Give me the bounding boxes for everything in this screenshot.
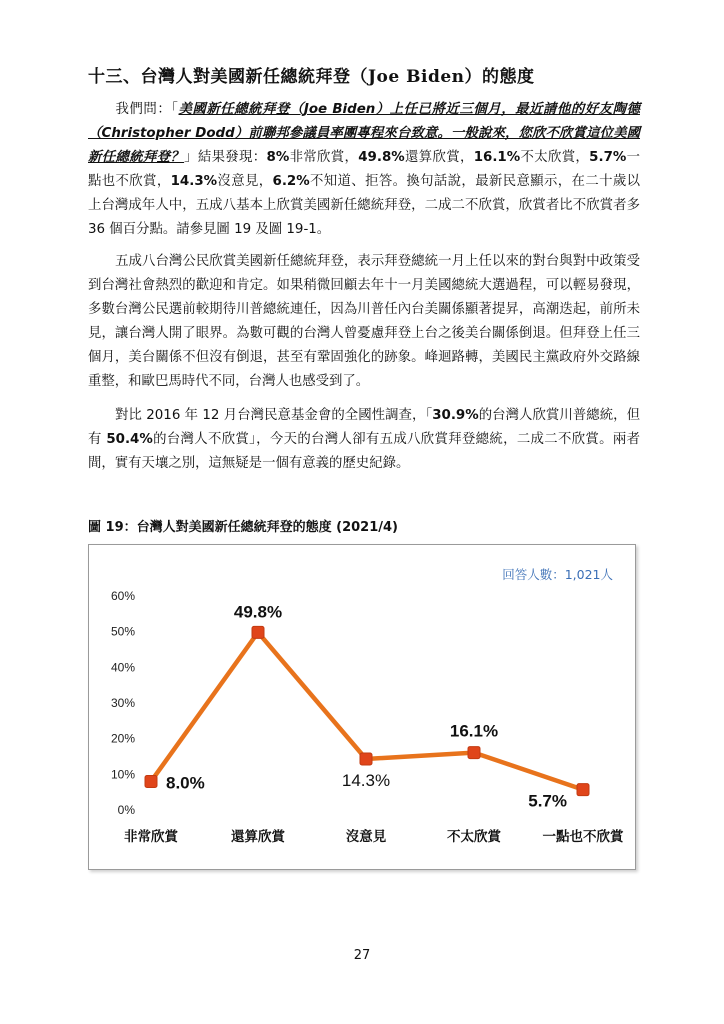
x-category-label: 一點也不欣賞 [542, 829, 624, 845]
y-tick-label: 10% [110, 767, 135, 782]
x-category-label: 不太欣賞 [447, 829, 501, 845]
y-tick-label: 0% [117, 803, 135, 817]
y-tick-label: 20% [110, 731, 135, 746]
paragraph-1: 我們問：「美國新任總統拜登（Joe Biden）上任已將近三個月，最近請他的好友陶德（Christopher Dodd）前聯邦參議員率團專程來台致意。一般說來，您欣不欣賞這位美國新任總統拜登？」結果發現：8%非常欣賞，49.8%還算欣賞，16.1%不太欣賞，5.7%一點也不欣賞，14.3%沒意見，6.2%不知道、拒答。換句話說，最新民意顯示，在二十歲以上台灣成年人中，五成八基本上欣賞美國新任總統拜登，二成二不欣賞，欣賞者比不欣賞者多 36 個百分點。請參見圖 19 及圖 19-1。 [88, 102, 641, 237]
line-chart [88, 544, 636, 870]
x-category-label: 沒意見 [345, 829, 387, 845]
series-line [151, 632, 583, 789]
y-tick-label: 40% [110, 660, 135, 675]
data-label: 49.8% [233, 602, 283, 622]
chart-svg [89, 545, 637, 871]
data-point [252, 626, 264, 638]
x-category-label: 非常欣賞 [124, 829, 178, 845]
y-tick-label: 60% [110, 589, 135, 603]
data-point [360, 753, 372, 765]
page-number: 27 [353, 948, 371, 963]
paragraph-3: 對比 2016 年 12 月台灣民意基金會的全國性調查，「30.9%的台灣人欣賞川普總統，但有 50.4%的台灣人不欣賞」，今天的台灣人卻有五成八欣賞拜登總統，二成二不欣賞。兩者間，實有天壤之別，這無疑是一個有意義的歷史紀錄。 [88, 408, 640, 471]
respondents-note: 回答人數：1,021人 [502, 567, 613, 582]
data-point [577, 784, 589, 796]
section-heading: 十三、台灣人對美國新任總統拜登（Joe Biden）的態度 [88, 67, 535, 87]
data-point [468, 747, 480, 759]
data-label: 8.0% [166, 773, 205, 793]
survey-question: 美國新任總統拜登（Joe Biden）上任已將近三個月，最近請他的好友陶德（Christopher Dodd）前聯邦參議員率團專程來台致意。一般說來，您欣不欣賞這位美國新任總統拜登？ [88, 102, 640, 165]
y-tick-label: 50% [110, 624, 135, 639]
figure-caption: 圖 19：台灣人對美國新任總統拜登的態度 (2021/4) [88, 520, 399, 535]
y-tick-label: 30% [110, 696, 135, 710]
paragraph-2: 五成八台灣公民欣賞美國新任總統拜登，表示拜登總統一月上任以來的對台與對中政策受到台灣社會熱烈的歡迎和肯定。如果稍微回顧去年十一月美國總統大選過程，可以輕易發現，多數台灣公民選前較期待川普總統連任，因為川普任內台美關係顯著提昇，高潮迭起，前所未見，讓台灣人開了眼界。為數可觀的台灣人曾憂慮拜登上台之後美台關係倒退。但拜登上任三個月，美台關係不但沒有倒退，甚至有鞏固強化的跡象。峰迴路轉，美國民主黨政府外交路線重整，和歐巴馬時代不同，台灣人也感受到了。 [88, 254, 640, 389]
data-point [145, 775, 157, 787]
data-label: 14.3% [341, 770, 391, 790]
data-label: 5.7% [528, 791, 567, 811]
data-label: 16.1% [449, 721, 499, 741]
x-category-label: 還算欣賞 [231, 829, 285, 845]
